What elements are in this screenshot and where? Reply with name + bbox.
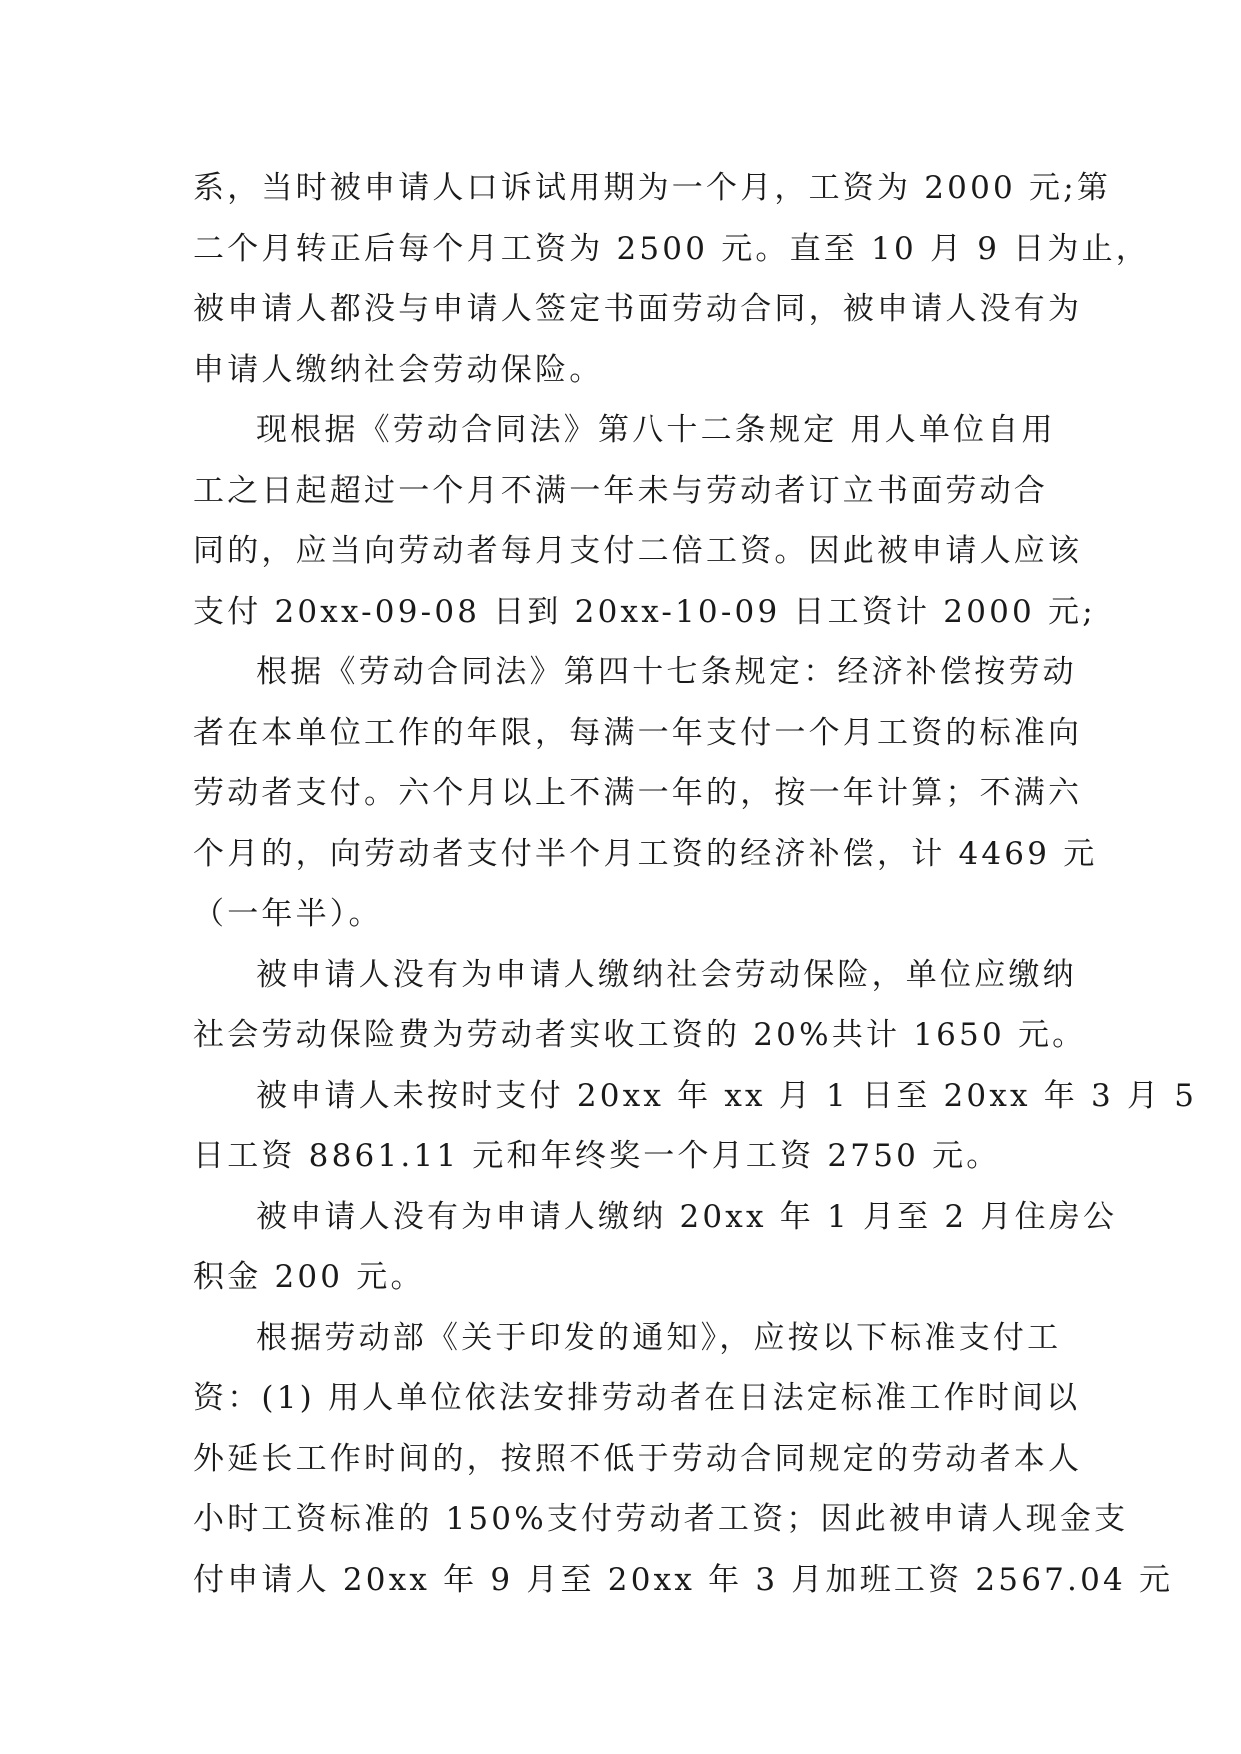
paragraph-start-line: 根据《劳动合同法》第四十七条规定：经济补偿按劳动 xyxy=(256,654,1077,690)
text-line: 支付 20xx-09-08 日到 20xx-10-09 日工资计 2000 元; xyxy=(193,593,1096,630)
paragraph-start-line: 现根据《劳动合同法》第八十二条规定 用人单位自用 xyxy=(256,412,1056,448)
text-line: 工之日起超过一个月不满一年未与劳动者订立书面劳动合 xyxy=(193,472,1048,509)
document-body xyxy=(193,158,1198,1610)
paragraph-start-line: 被申请人没有为申请人缴纳社会劳动保险，单位应缴纳 xyxy=(256,956,1077,993)
text-line: 被申请人都没与申请人签定书面劳动合同，被申请人没有为 xyxy=(193,291,1083,327)
paragraph-start-line: 根据劳动部《关于印发的通知》，应按以下标准支付工 xyxy=(256,1319,1062,1356)
text-line: 系，当时被申请人口诉试用期为一个月，工资为 2000 元;第 xyxy=(193,170,1112,206)
text-line: 日工资 8861.11 元和年终奖一个月工资 2750 元。 xyxy=(193,1138,1001,1174)
text-line: 小时工资标准的 150%支付劳动者工资；因此被申请人现金支 xyxy=(193,1501,1129,1537)
text-line: 者在本单位工作的年限，每满一年支付一个月工资的标准向 xyxy=(193,714,1083,751)
text-line: 积金 200 元。 xyxy=(193,1259,425,1295)
text-line: 申请人缴纳社会劳动保险。 xyxy=(193,351,604,388)
text-line: 同的，应当向劳动者每月支付二倍工资。因此被申请人应该 xyxy=(193,533,1083,569)
paragraph-start-line: 被申请人没有为申请人缴纳 20xx 年 1 月至 2 月住房公 xyxy=(256,1198,1118,1235)
paragraph-start-line: 被申请人未按时支付 20xx 年 xx 月 1 日至 20xx 年 3 月 5 xyxy=(256,1077,1198,1114)
text-line: 付申请人 20xx 年 9 月至 20xx 年 3 月加班工资 2567.04 元 xyxy=(193,1561,1174,1598)
text-line: 社会劳动保险费为劳动者实收工资的 20%共计 1650 元。 xyxy=(193,1017,1087,1053)
text-line: （一年半）。 xyxy=(193,896,383,932)
text-line: 外延长工作时间的，按照不低于劳动合同规定的劳动者本人 xyxy=(193,1440,1083,1477)
text-line: 资：(1) 用人单位依法安排劳动者在日法定标准工作时间以 xyxy=(193,1380,1081,1416)
text-line: 劳动者支付。六个月以上不满一年的，按一年计算；不满六 xyxy=(193,775,1083,811)
text-line: 二个月转正后每个月工资为 2500 元。直至 10 月 9 日为止， xyxy=(193,230,1150,267)
text-line: 个月的，向劳动者支付半个月工资的经济补偿，计 4469 元 xyxy=(193,835,1098,872)
